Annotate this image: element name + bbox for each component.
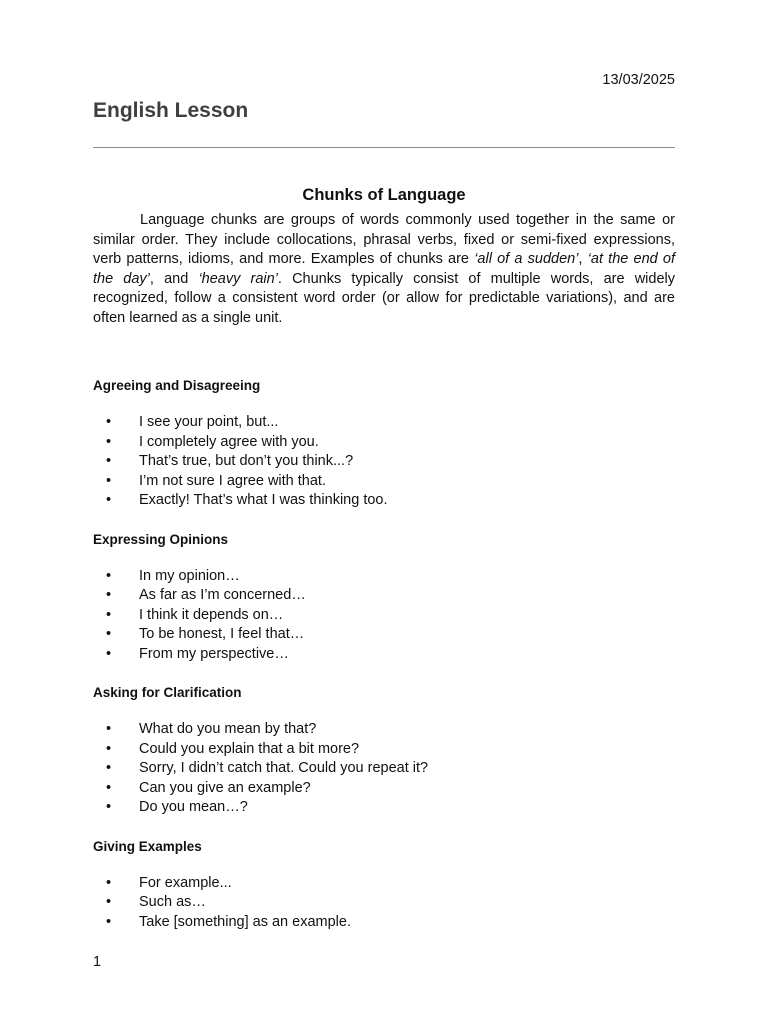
topic-heading-agreeing: Agreeing and Disagreeing <box>93 378 261 393</box>
bullet: • <box>106 645 112 662</box>
intro-text-start: Language chunks are groups of words commonly used together in the same or similar order. They include collocations, phrasal verbs, fixed or semi-fixed expressions, verb patterns, idioms, and more. Examples of chunks are <box>93 212 675 267</box>
topic-heading-examples: Giving Examples <box>93 838 202 854</box>
list-item: • Such as… <box>93 893 675 913</box>
list-item: • Sorry, I didn’t catch that. Could you repeat it? <box>93 759 675 779</box>
list-item: • For example... <box>93 874 675 894</box>
examples-list <box>93 874 675 933</box>
topic-heading-clarification: Asking for Clarification <box>93 685 242 700</box>
chunk-example: ‘all of a sudden’ <box>474 251 579 267</box>
list-item: • I’m not sure I agree with that. <box>93 472 675 492</box>
intro-paragraph <box>93 211 675 328</box>
bullet: • <box>106 913 112 930</box>
section-heading: Chunks of Language <box>302 186 466 204</box>
bullet: • <box>106 894 112 910</box>
opinions-list <box>93 567 675 665</box>
intro-text-end: . Chunks typically consist of multiple words, are widely recognized, follow a consistent word order (or allow for predictable variations), and are often learned as a single unit. <box>93 270 675 326</box>
list-item: • Can you give an example? <box>93 779 675 799</box>
document-date: 13/03/2025 <box>602 72 675 88</box>
clarification-list <box>93 720 675 818</box>
intro-separator: , and <box>149 270 199 287</box>
bullet: • <box>106 779 112 796</box>
bullet: • <box>106 874 112 891</box>
bullet: • <box>106 606 112 623</box>
list-item: • Exactly! That’s what I was thinking too. <box>93 491 675 511</box>
bullet: • <box>106 433 112 450</box>
list-item: • Take [something] as an example. <box>93 913 675 933</box>
document-title: English Lesson <box>93 99 249 122</box>
bullet: • <box>106 721 112 737</box>
bullet: • <box>106 799 112 815</box>
list-item: • From my perspective… <box>93 645 675 665</box>
bullet: • <box>106 587 112 603</box>
list-item: • I think it depends on… <box>93 606 675 626</box>
list-item: • I see your point, but... <box>93 413 675 433</box>
list-item: • To be honest, I feel that… <box>93 625 675 645</box>
bullet: • <box>106 414 112 430</box>
list-item: • What do you mean by that? <box>93 720 675 740</box>
intro-separator: , <box>578 251 588 267</box>
bullet: • <box>106 626 112 642</box>
list-item: • I completely agree with you. <box>93 433 675 453</box>
document-body <box>93 183 675 932</box>
header-divider <box>93 147 675 148</box>
bullet: • <box>106 760 112 776</box>
chunk-example: ‘heavy rain’ <box>198 270 278 287</box>
bullet: • <box>106 740 112 757</box>
list-item: • In my opinion… <box>93 567 675 587</box>
bullet: • <box>106 453 112 469</box>
list-item: • Could you explain that a bit more? <box>93 740 675 760</box>
list-item: • As far as I’m concerned… <box>93 586 675 606</box>
bullet: • <box>106 567 112 584</box>
page-number: 1 <box>93 954 102 970</box>
topic-heading-opinions: Expressing Opinions <box>93 531 229 547</box>
list-item: • That’s true, but don’t you think...? <box>93 452 675 472</box>
bullet: • <box>106 472 112 489</box>
bullet: • <box>106 492 112 508</box>
chunk-example: ‘at the end of the day’ <box>93 251 676 287</box>
list-item: • Do you mean…? <box>93 798 675 818</box>
agreeing-list <box>93 413 675 511</box>
